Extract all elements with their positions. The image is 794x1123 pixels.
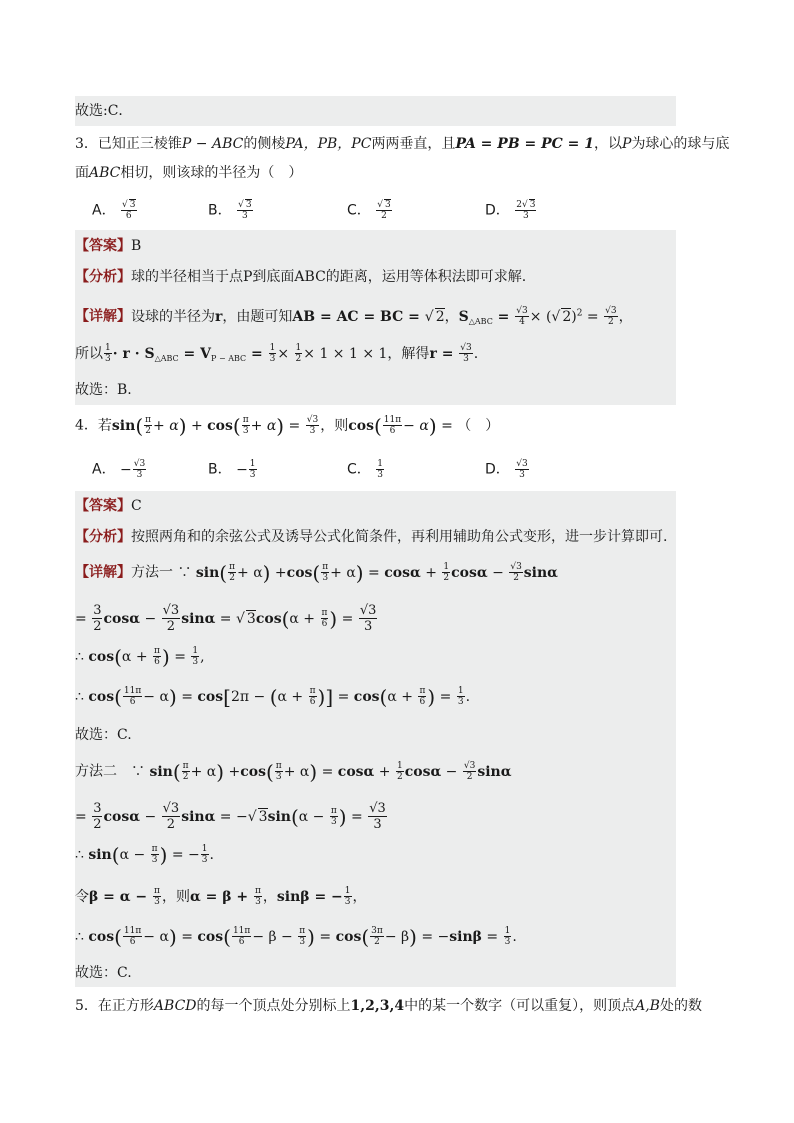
method-label: 方法二 (75, 763, 117, 780)
stem-text: 处的数 (659, 998, 702, 1014)
answer-line (75, 496, 142, 516)
option-label: D． (485, 202, 510, 219)
detail-text: 所以 $\frac{1}{3}$ · $r \cdot S_{\triangle ABC} = V_{P - ABC}$ = $\frac{1}{3}$ × $\frac{1}{2}$ × 1 × 1 × 1，解得r = $\frac{√3}{3}$ . (75, 343, 479, 364)
question-3-stem-line2 (75, 163, 302, 183)
stem-text: 面 (75, 165, 89, 181)
analysis-tag: 【分析】 (75, 269, 131, 285)
answer-value: B (131, 238, 142, 254)
option-label: A． (92, 202, 116, 219)
option-value: − $\frac{√3}{3}$ (120, 459, 146, 480)
option-label: D． (485, 461, 510, 478)
stem-math: 若sin( $\frac{\pi}{2}$ + α) + cos( $\frac{\pi}{3}$ + α) = $\frac{√3}{3}$ ，则cos( $\frac{11\pi}{6}$ − α) = （ ） (97, 413, 500, 438)
conclusion-line: 故选：B. (75, 382, 132, 398)
analysis-line (75, 267, 526, 287)
formula: ∴ cos( $\frac{11\pi}{6}$ − α) = cos( $\frac{11\pi}{6}$ − β − $\frac{\pi}{3}$ ) = cos( $\frac{3\pi}{2}$ − β) = −sinβ = $\frac{1}{3}$ . (75, 924, 517, 949)
stem-text: 中的某一个数字（可以重复），则顶点 (404, 998, 636, 1014)
option-label: B． (208, 461, 232, 478)
previous-solution-block (75, 96, 676, 126)
option-d[interactable] (485, 459, 530, 480)
question-5 (75, 990, 702, 1030)
question-number: 4． (75, 417, 98, 434)
stem-text: 的侧棱 (243, 136, 286, 152)
option-value: $\frac{√ 3}{2}$ (377, 200, 391, 221)
question-3-solution (75, 230, 676, 405)
option-value: $\frac{1}{3}$ (377, 459, 383, 480)
option-d[interactable] (485, 200, 537, 221)
formula: ∴ cos(α + $\frac{\pi}{6}$ ) = $\frac{1}{3}$ , (75, 644, 205, 669)
stem-text: 为球心的球与底 (631, 136, 730, 152)
question-3 (75, 128, 730, 228)
detail-text: 设球的半径为r，由题可知AB = AC = BC = √ 2，$S_{\triangle ABC}$ = $\frac{√3}{4}$ × (√ 2)$^2$ = $\frac{√3}{2}$ ， (131, 306, 633, 328)
question-number: 3． (75, 136, 98, 152)
method2-line-3 (75, 844, 214, 865)
option-c[interactable] (347, 200, 393, 221)
math-expr: ABC (89, 165, 121, 181)
method1-line-1 (75, 562, 558, 583)
math-expr: P (622, 136, 632, 152)
option-label: C． (347, 202, 371, 219)
formula: = $\frac{3}{2}$ cosα − $\frac{√3}{2}$ sinα = √ 3cos(α + $\frac{\pi}{6}$ ) = $\frac{√3}{3}$ (75, 603, 377, 634)
question-3-stem-line1 (75, 134, 729, 154)
math-expr: A,B (635, 998, 660, 1014)
formula: ∴ cos( $\frac{11\pi}{6}$ − α) = cos[2π − (α + $\frac{\pi}{6}$ )] = cos(α + $\frac{\pi}{6}$ ) = $\frac{1}{3}$ . (75, 684, 471, 709)
option-label: C． (347, 461, 371, 478)
formula: ∵ sin( $\frac{\pi}{2}$ + α) +cos( $\frac{\pi}{3}$ + α) = cosα + $\frac{1}{2}$ cosα − $\frac{√3}{2}$ sinα (117, 759, 512, 784)
method2-line-1 (75, 761, 512, 782)
option-b[interactable] (208, 459, 258, 480)
answer-value: C (131, 498, 142, 514)
option-a[interactable] (92, 200, 138, 221)
math-expr: PA，PB，PC (285, 136, 372, 152)
detail-line-1 (75, 303, 633, 332)
stem-text: 在正方形 (97, 998, 154, 1014)
method1-line-4 (75, 686, 470, 707)
method-label: 方法一 (131, 564, 173, 581)
math-expr: ABCD (153, 998, 197, 1014)
option-value: − $\frac{1}{3}$ (236, 459, 256, 480)
formula: ∵ sin( $\frac{\pi}{2}$ + α) +cos( $\frac{\pi}{3}$ + α) = cosα + $\frac{1}{2}$ cosα − $\frac{√3}{2}$ sinα (173, 560, 558, 585)
stem-text: 两两垂直，且 (371, 136, 456, 152)
stem-text: 的每一个顶点处分别标上 (196, 998, 351, 1014)
method1-line-3 (75, 646, 205, 667)
method2-line-4 (75, 886, 367, 907)
method1-conclusion: 故选：C. (75, 727, 132, 743)
method2-line-2 (75, 801, 388, 832)
method1-line-2 (75, 603, 378, 634)
math-expr: P − ABC (181, 136, 244, 152)
option-value: $\frac{√ 3}{3}$ (238, 200, 252, 221)
question-5-stem (75, 996, 702, 1016)
formula: = $\frac{3}{2}$ cosα − $\frac{√3}{2}$ sinα = −√ 3sin(α − $\frac{\pi}{3}$ ) = $\frac{√3}{3}$ (75, 801, 386, 832)
method2-line-5 (75, 926, 517, 947)
analysis-tag: 【分析】 (75, 529, 131, 545)
question-4-solution (75, 491, 676, 987)
formula: ∴ sin(α − $\frac{\pi}{3}$ ) = − $\frac{1}{3}$ . (75, 842, 214, 867)
option-value: $\frac{√ 3}{6}$ (122, 200, 136, 221)
question-4 (75, 407, 676, 489)
math-expr: PA = PB = PC = 1 (455, 136, 595, 152)
answer-tag: 【答案】 (75, 498, 131, 514)
analysis-text: 按照两角和的余弦公式及诱导公式化简条件，再利用辅助角公式变形，进一步计算即可. (131, 529, 668, 545)
option-label: B． (208, 202, 232, 219)
detail-tag: 【详解】 (75, 308, 131, 325)
detail-line-2 (75, 343, 478, 369)
analysis-line (75, 527, 667, 547)
option-value: $\frac{2√ 3}{3}$ (516, 200, 536, 221)
conclusion-text: 故选:C． (75, 103, 133, 119)
detail-tag: 【详解】 (75, 564, 131, 581)
method2-conclusion: 故选：C. (75, 965, 132, 981)
option-a[interactable] (92, 459, 147, 480)
option-b[interactable] (208, 200, 254, 221)
answer-line (75, 236, 141, 256)
stem-text: 相切，则该球的半径为（ ） (120, 165, 303, 181)
question-4-stem (75, 415, 499, 436)
option-c[interactable] (347, 459, 385, 480)
stem-text: 已知正三棱锥 (97, 136, 182, 152)
analysis-text: 球的半径相当于点P到底面ABC的距离，运用等体积法即可求解. (131, 269, 527, 285)
option-value: $\frac{√3}{3}$ (516, 459, 528, 480)
formula: 令β = α − $\frac{\pi}{3}$ ，则α = β + $\frac{\pi}{3}$ ，sinβ = − $\frac{1}{3}$ ， (75, 886, 367, 907)
answer-tag: 【答案】 (75, 238, 131, 254)
option-label: A． (92, 461, 116, 478)
stem-text: ，以 (594, 136, 623, 152)
math-expr: 1,2,3,4 (350, 998, 405, 1014)
question-number: 5． (75, 998, 98, 1014)
